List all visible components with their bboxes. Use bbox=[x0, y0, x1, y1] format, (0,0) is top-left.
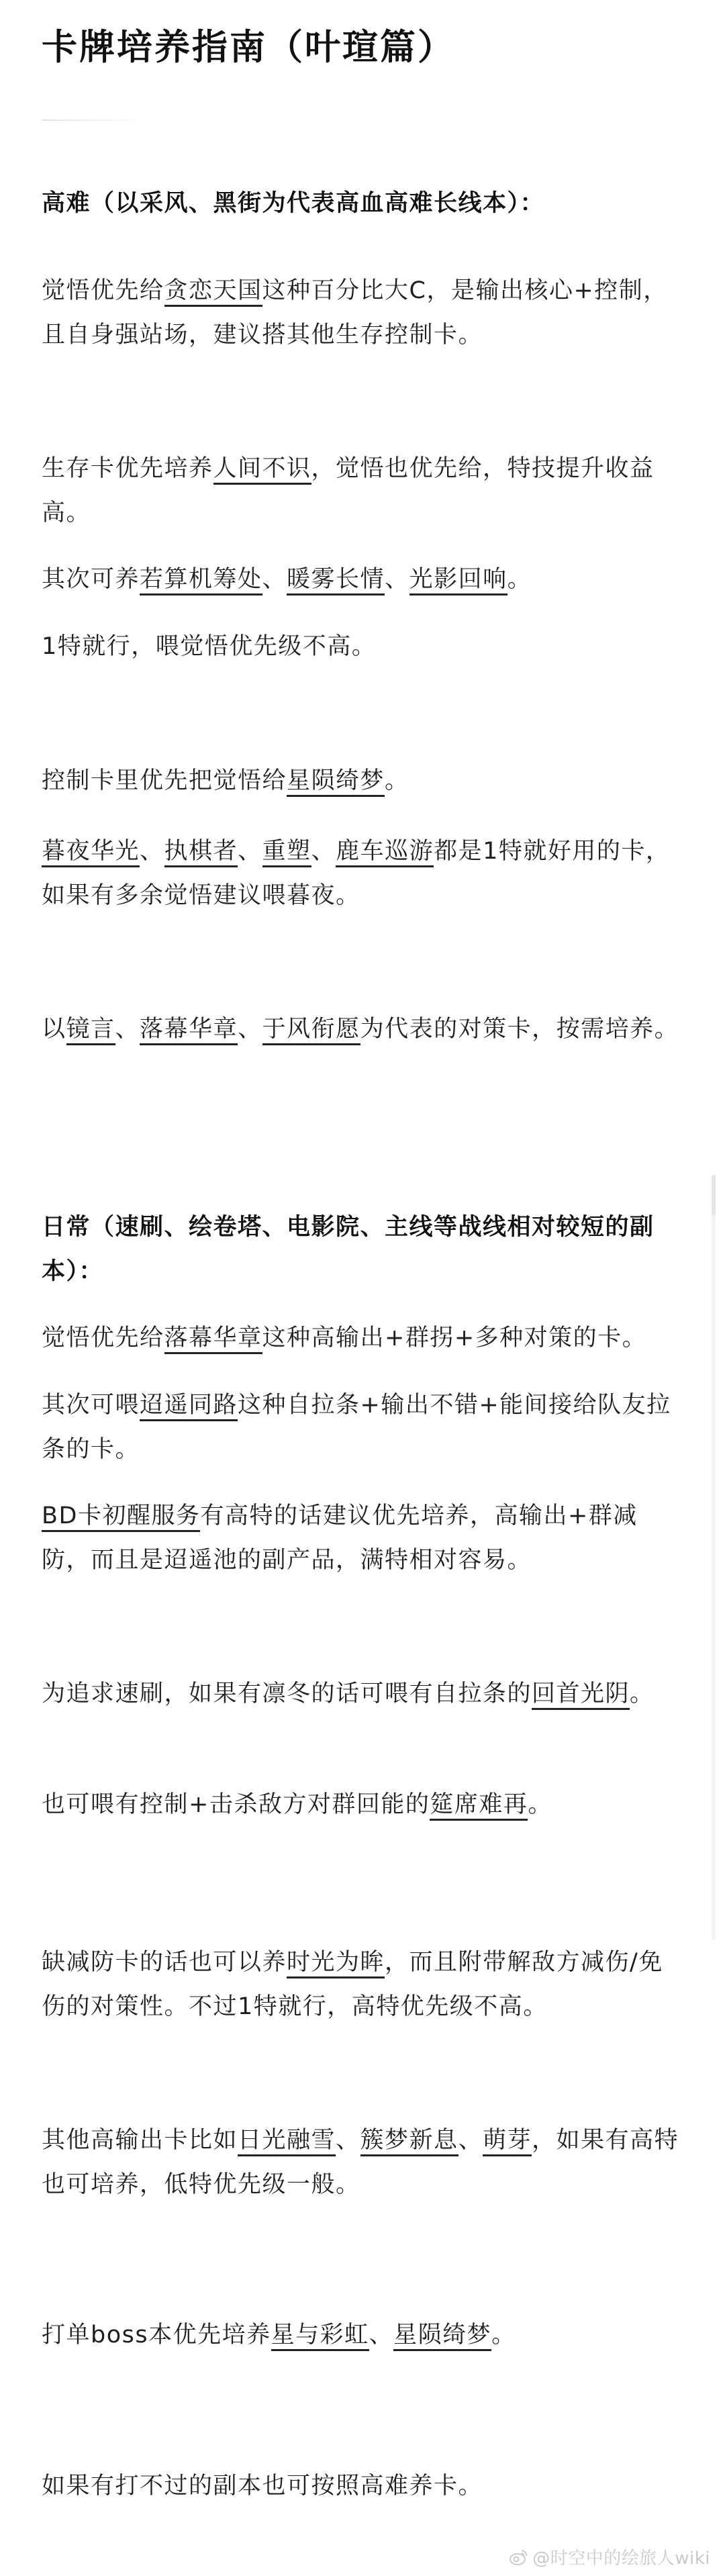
card-name: 暮夜华光 bbox=[42, 838, 140, 867]
text: 其次可喂 bbox=[42, 1392, 140, 1419]
paragraph bbox=[42, 446, 686, 535]
card-name: 星陨绮梦 bbox=[393, 2322, 491, 2351]
text: 缺减防卡的话也可以养 bbox=[42, 1949, 287, 1976]
card-name: 迢遥同路 bbox=[140, 1392, 238, 1421]
text: 。 bbox=[528, 1791, 552, 1818]
text: 。 bbox=[491, 2322, 516, 2348]
card-name: 人间不识 bbox=[213, 455, 311, 485]
card-name: 贪恋天国 bbox=[164, 277, 262, 307]
section-heading-daily: 日常（速刷、绘卷塔、电影院、主线等战线相对较短的副本）： bbox=[42, 1214, 655, 1285]
card-name: 重塑 bbox=[262, 838, 311, 867]
text: 也可喂有控制+击杀敌方对群回能的 bbox=[42, 1791, 430, 1818]
card-name: 若算机筹处 bbox=[140, 566, 262, 595]
text: 、 bbox=[458, 2127, 483, 2154]
paragraph: 1特就行，喂觉悟优先级不高。 bbox=[42, 633, 377, 660]
paragraph bbox=[42, 269, 686, 357]
text: ，觉悟也优先给，特技提升收益高。 bbox=[42, 455, 655, 526]
card-name: 落幕华章 bbox=[140, 1016, 238, 1045]
text: 其次可养 bbox=[42, 566, 140, 593]
text: 、 bbox=[311, 838, 336, 865]
text: 、 bbox=[115, 1016, 140, 1043]
text: 为代表的对策卡，按需培养。 bbox=[360, 1016, 679, 1043]
watermark-text: @时空中的绘旅人wiki bbox=[532, 2548, 710, 2569]
text: ，而且附带解敌方减伤/免伤的对策性。不过1特就行，高特优先级不高。 bbox=[42, 1949, 663, 2020]
card-name: 鹿车巡游 bbox=[336, 838, 434, 867]
card-name: 萌芽 bbox=[483, 2127, 532, 2156]
text: 。 bbox=[630, 1680, 655, 1707]
card-name: 执棋者 bbox=[164, 838, 238, 867]
scrollbar[interactable] bbox=[712, 1175, 716, 1940]
text: 。 bbox=[507, 566, 532, 593]
weibo-logo-icon bbox=[508, 2547, 528, 2567]
text: 控制卡里优先把觉悟给 bbox=[42, 767, 287, 794]
text: 其他高输出卡比如 bbox=[42, 2127, 238, 2154]
card-name: 落幕华章 bbox=[164, 1325, 262, 1354]
paragraph bbox=[42, 2118, 686, 2207]
text: 打单boss本优先培养 bbox=[42, 2322, 271, 2348]
text: 觉悟优先给 bbox=[42, 277, 164, 304]
card-name: 星陨绮梦 bbox=[287, 767, 385, 797]
text: 、 bbox=[385, 566, 409, 593]
paragraph: 如果有打不过的副本也可按照高难养卡。 bbox=[42, 2473, 483, 2499]
text: 有高特的话建议优先培养，高输出+群减防，而且是迢遥池的副产品，满特相对容易。 bbox=[42, 1502, 638, 1574]
watermark bbox=[508, 2544, 710, 2569]
card-name: 星与彩虹 bbox=[271, 2322, 369, 2351]
card-name: 光影回响 bbox=[409, 566, 508, 595]
card-name: 暖雾长情 bbox=[287, 566, 385, 595]
card-name: 镜言 bbox=[66, 1016, 115, 1045]
card-name: 回首光阴 bbox=[532, 1680, 630, 1710]
paragraph bbox=[42, 1672, 686, 1716]
section-heading-hard: 高难（以采风、黑街为代表高血高难长线本）： bbox=[42, 190, 545, 217]
paragraph bbox=[42, 829, 686, 918]
paragraph bbox=[42, 557, 686, 602]
paragraph bbox=[42, 2313, 686, 2357]
scrollbar-thumb[interactable] bbox=[712, 1175, 716, 1215]
text: 、 bbox=[140, 838, 164, 865]
text: 、 bbox=[336, 2127, 360, 2154]
card-name: 簇梦新息 bbox=[360, 2127, 458, 2156]
card-name: BD卡初醒服务 bbox=[42, 1502, 200, 1532]
text: ，如果有高特也可培养，低特优先级一般。 bbox=[42, 2127, 679, 2198]
paragraph bbox=[42, 1494, 686, 1582]
text: 为追求速刷，如果有凛冬的话可喂有自拉条的 bbox=[42, 1680, 532, 1707]
text: 、 bbox=[238, 838, 262, 865]
card-name: 筵席难再 bbox=[430, 1791, 528, 1821]
text: 这种高输出+群拐+多种对策的卡。 bbox=[262, 1325, 647, 1351]
paragraph bbox=[42, 1940, 686, 2029]
text: 、 bbox=[369, 2322, 394, 2348]
page-title: 卡牌培养指南（叶瑄篇） bbox=[42, 27, 455, 68]
card-name: 时光为眸 bbox=[287, 1949, 385, 1978]
text: 、 bbox=[262, 566, 287, 593]
text: 、 bbox=[238, 1016, 262, 1043]
text: 觉悟优先给 bbox=[42, 1325, 164, 1351]
text: 这种自拉条+输出不错+能间接给队友拉条的卡。 bbox=[42, 1392, 671, 1463]
text: 。 bbox=[385, 767, 409, 794]
text: 这种百分比大C，是输出核心+控制，且自身强站场，建议搭其他生存控制卡。 bbox=[42, 277, 668, 348]
text: 都是1特就好用的卡，如果有多余觉悟建议喂暮夜。 bbox=[42, 838, 671, 909]
card-name: 日光融雪 bbox=[238, 2127, 336, 2156]
paragraph bbox=[42, 1782, 686, 1827]
paragraph bbox=[42, 759, 686, 803]
card-name: 于风衔愿 bbox=[262, 1016, 360, 1045]
paragraph bbox=[42, 1007, 686, 1051]
title-divider bbox=[42, 120, 142, 121]
text: 生存卡优先培养 bbox=[42, 455, 213, 482]
paragraph bbox=[42, 1316, 686, 1360]
text: 以 bbox=[42, 1016, 66, 1043]
paragraph bbox=[42, 1383, 686, 1472]
